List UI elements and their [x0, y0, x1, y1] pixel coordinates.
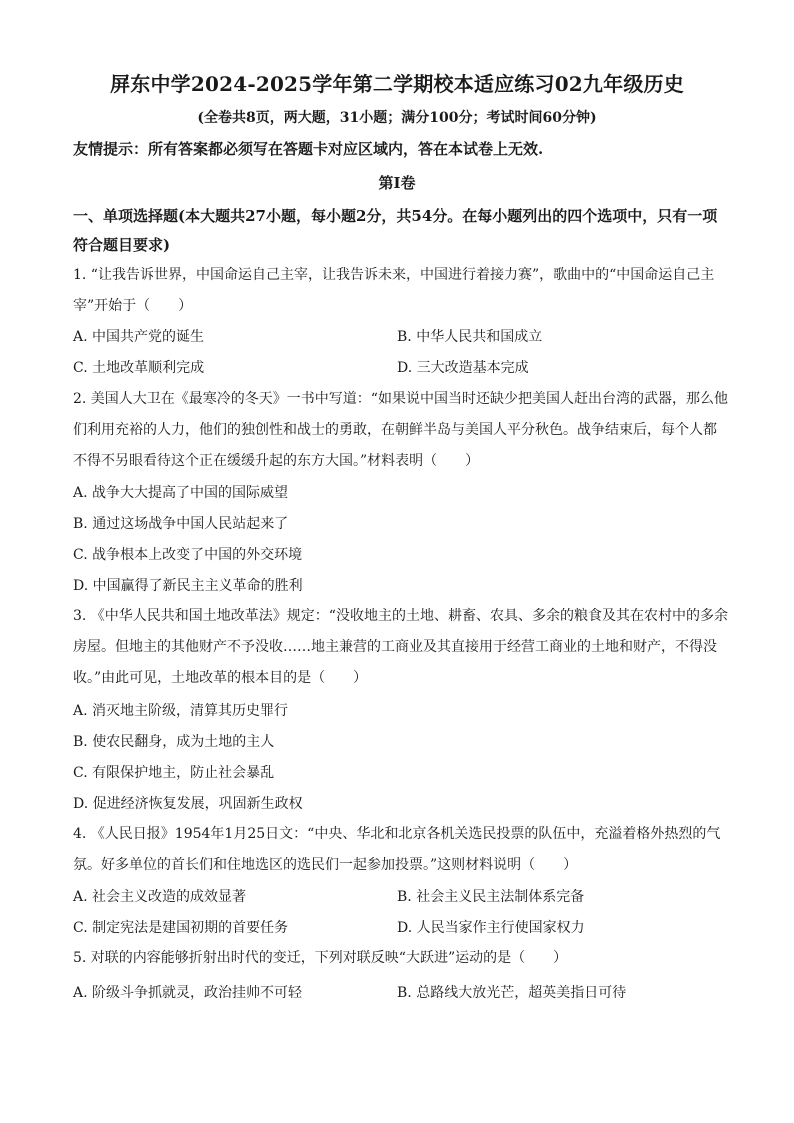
friendly-tip: 友情提示：所有答案都必须写在答题卡对应区域内，答在本试卷上无效. [73, 140, 544, 158]
question-2-option-b[interactable]: B. 通过这场战争中国人民站起来了 [73, 516, 289, 532]
question-4-option-c[interactable]: C. 制定宪法是建国初期的首要任务 [73, 920, 289, 936]
section-heading: 一、单项选择题(本大题共27小题，每小题2分，共54分。在每小题列出的四个选项中，只有一项符合题目要求) [73, 207, 718, 254]
question-1-stem: 1. “让我告诉世界，中国命运自己主宰，让我告诉未来，中国进行着接力赛”，歌曲中的“中国命运自己主宰”开始于（ ） [73, 267, 715, 314]
question-4-stem: 4. 《人民日报》1954年1月25日文：“中央、华北和北京各机关选民投票的队伍中，充溢着格外热烈的气氛。好多单位的首长们和住地选区的选民们一起参加投票。”这则材料说明（ ） [73, 826, 721, 873]
question-4-option-d[interactable]: D. 人民当家作主行使国家权力 [397, 920, 585, 936]
question-1-option-a[interactable]: A. 中国共产党的诞生 [73, 329, 205, 345]
question-5-stem: 5. 对联的内容能够折射出时代的变迁，下列对联反映“大跃进”运动的是（ ） [73, 950, 568, 966]
question-3-option-a[interactable]: A. 消灭地主阶级，清算其历史罪行 [73, 703, 289, 719]
question-4-option-a[interactable]: A. 社会主义改造的成效显著 [73, 889, 247, 905]
question-2-stem: 2. 美国人大卫在《最寒冷的冬天》一书中写道：“如果说中国当时还缺少把美国人赶出台湾的武器，那么他们利用充裕的人力，他们的独创性和战士的勇敢，在朝鲜半岛与美国人平分秋色。战争结束后，每个人都不得不另眼看待这个正在缓缓升起的东方大国。”材料表明（ ） [73, 391, 728, 469]
question-4-option-b[interactable]: B. 社会主义民主法制体系完备 [397, 889, 585, 905]
question-1-option-d[interactable]: D. 三大改造基本完成 [397, 360, 529, 376]
question-5-option-a[interactable]: A. 阶级斗争抓就灵，政治挂帅不可轻 [73, 985, 303, 1001]
question-1-option-c[interactable]: C. 土地改革顺利完成 [73, 360, 205, 376]
question-2-option-d[interactable]: D. 中国赢得了新民主主义革命的胜利 [73, 578, 303, 594]
page-title: 屏东中学2024-2025学年第二学期校本适应练习02九年级历史 [110, 72, 684, 96]
question-1-option-b[interactable]: B. 中华人民共和国成立 [397, 329, 543, 345]
question-3-option-b[interactable]: B. 使农民翻身，成为土地的主人 [73, 734, 275, 750]
question-3-option-c[interactable]: C. 有限保护地主，防止社会暴乱 [73, 765, 275, 781]
question-3-stem: 3. 《中华人民共和国土地改革法》规定：“没收地主的土地、耕畜、农具、多余的粮食及其在农村中的多余房屋。但地主的其他财产不予没收……地主兼营的工商业及其直接用于经营工商业的土地和财产，不得没收。”由此可见，土地改革的根本目的是（ ） [73, 608, 728, 686]
question-2-option-c[interactable]: C. 战争根本上改变了中国的外交环境 [73, 547, 303, 563]
question-5-option-b[interactable]: B. 总路线大放光芒，超英美指日可待 [397, 985, 627, 1001]
question-3-option-d[interactable]: D. 促进经济恢复发展，巩固新生政权 [73, 796, 303, 812]
volume-heading: 第I卷 [378, 174, 416, 192]
question-2-option-a[interactable]: A. 战争大大提高了中国的国际威望 [73, 485, 289, 501]
exam-info: (全卷共8页，两大题，31小题；满分100分；考试时间60分钟) [197, 110, 597, 126]
